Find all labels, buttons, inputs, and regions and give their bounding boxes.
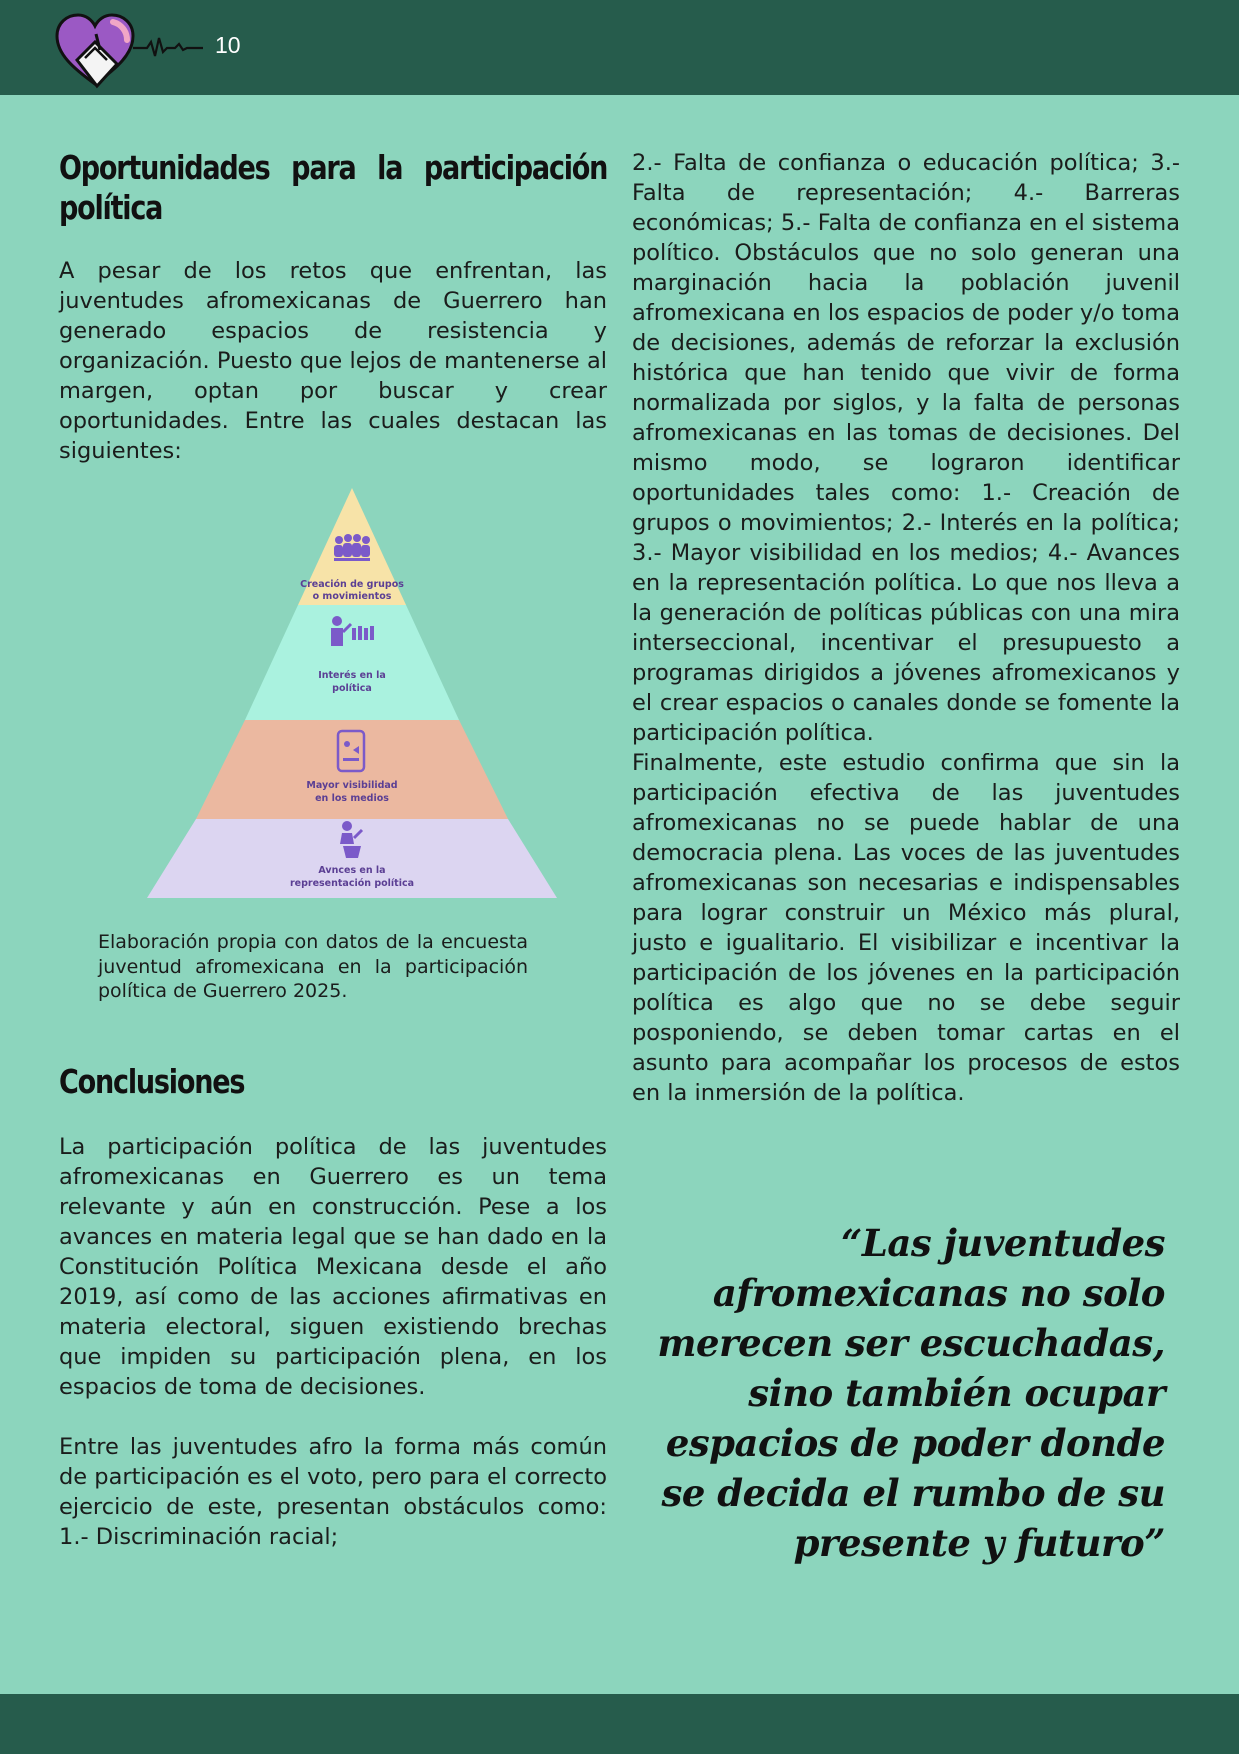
opportunities-pyramid-figure (59, 488, 607, 908)
pyramid-level-1-label-line1: Creación de grupos (300, 579, 404, 590)
pyramid-level-4-label-line2: representación política (289, 878, 415, 889)
section-title-opportunities: Oportunidades para la participación política (59, 148, 608, 227)
conclusion-paragraph-2: Entre las juventudes afro la forma más común de participación es el voto, pero para el correcto ejercicio de este, presentan obstáculos como: 1.- Discriminación racial; (59, 1433, 607, 1550)
right-column (632, 148, 1180, 1108)
page-footer (0, 1694, 1239, 1754)
page-number: 10 (215, 32, 241, 58)
pyramid-level-2 (245, 605, 459, 720)
page-header (0, 0, 1239, 95)
section-title-conclusions: Conclusiones (59, 1061, 245, 1101)
opportunities-pyramid (147, 488, 567, 903)
left-column (59, 148, 607, 1552)
pull-quote: “Las juventudes afromexicanas no solo merecen ser escuchadas, sino también ocupar espacios de poder donde se decida el rumbo de su presente y futuro” (657, 1221, 1165, 1565)
intro-paragraph: A pesar de los retos que enfrentan, las juventudes afromexicanas de Guerrero han generado espacios de resistencia y organización. Puesto que lejos de mantenerse al margen, optan por buscar y crear oportunidades. Entre las cuales destacan las siguientes: (59, 258, 607, 464)
right-paragraph-2: Finalmente, este estudio confirma que sin la participación efectiva de las juventudes afromexicanas no se puede hablar de una democracia plena. Las voces de las juventudes afromexicanas son necesarias e indispensables para lograr construir un México más plural, justo e igualitario. El visibilizar e incentivar la participación de los jóvenes en la participación política es algo que no se debe seguir posponiendo, se deben tomar cartas en el asunto para acompañar los procesos de estos en la inmersión de la política. (632, 750, 1180, 1106)
pyramid-level-3 (196, 720, 508, 819)
figure-caption: Elaboración propia con datos de la encuesta juventud afromexicana en la participación política de Guerrero 2025. (98, 931, 528, 1002)
conclusion-paragraph-1: La participación política de las juventudes afromexicanas en Guerrero es un tema relevante y aún en construcción. Pese a los avances en materia legal que se han dado en la Constitución Política Mexicana desde el año 2019, así como de las acciones afirmativas en materia electoral, siguen existiendo brechas que impiden su participación plena, en los espacios de toma de decisiones. (59, 1133, 607, 1400)
pyramid-level-4-label-line1: Avnces en la (318, 865, 386, 876)
heart-ballot-heartbeat-icon (55, 12, 215, 92)
pyramid-level-3-label-line1: Mayor visibilidad (306, 780, 398, 791)
pyramid-level-2-label-line1: Interés en la (318, 670, 386, 681)
right-paragraph-1: 2.- Falta de confianza o educación política; 3.- Falta de representación; 4.- Barreras económicas; 5.- Falta de confianza en el sistema político. Obstáculos que no solo generan una marginación hacia la población juvenil afromexicana en los espacios de poder y/o toma de decisiones, además de reforzar la exclusión histórica que han tenido que vivir de forma normalizada por siglos, y la falta de personas afromexicanas en las tomas de decisiones. Del mismo modo, se lograron identificar oportunidades tales como: 1.- Creación de grupos o movimientos; 2.- Interés en la política; 3.- Mayor visibilidad en los medios; 4.- Avances en la representación política. Lo que nos lleva a la generación de políticas públicas con una mira interseccional, incentivar el presupuesto a programas dirigidos a jóvenes afromexicanos y el crear espacios o canales donde se fomente la participación política. (632, 150, 1180, 746)
pyramid-level-1-label-line2: o movimientos (312, 591, 392, 602)
pyramid-level-2-label-line2: política (332, 683, 372, 694)
pyramid-level-3-label-line2: en los medios (315, 793, 389, 804)
